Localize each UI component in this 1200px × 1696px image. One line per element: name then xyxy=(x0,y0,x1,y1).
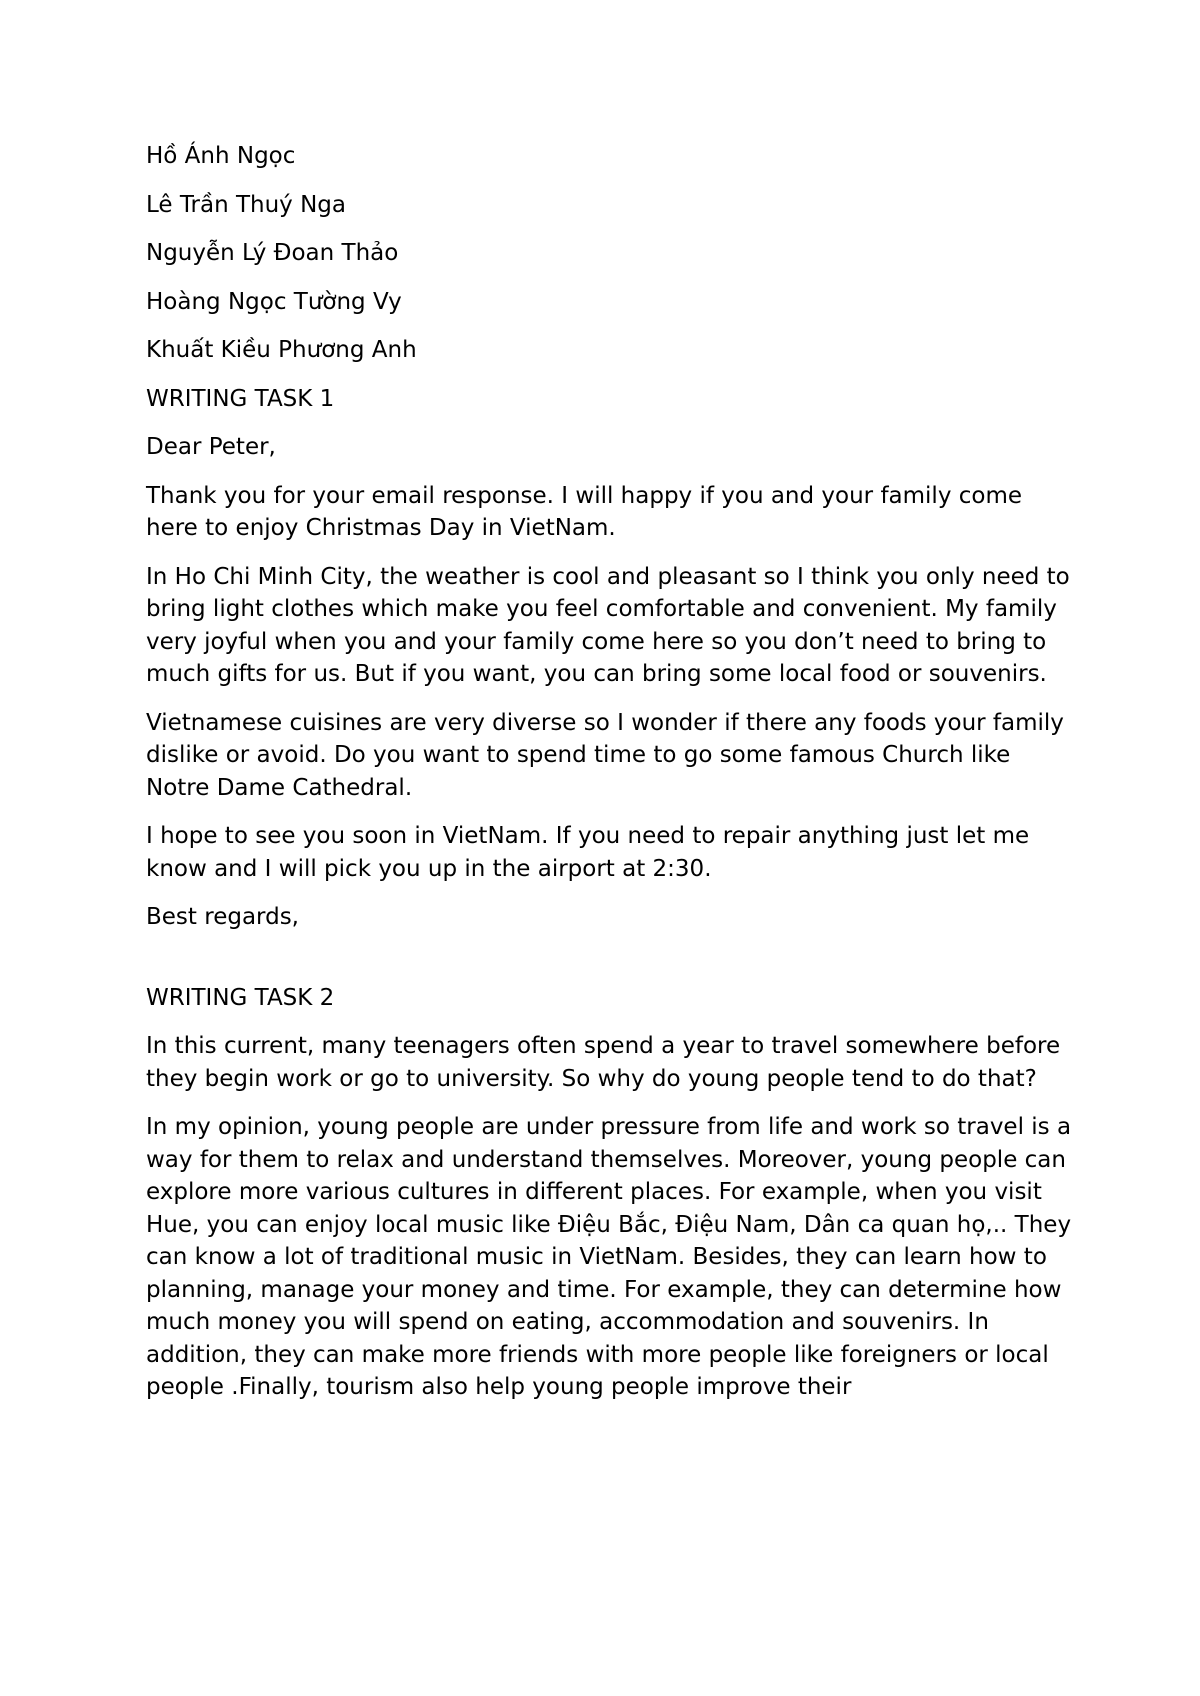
author-name: Lê Trần Thuý Nga xyxy=(146,191,347,218)
task1-paragraph: Vietnamese cuisines are very diverse so I wonder if there any foods your family dislike or avoid. Do you want to spend time to go some famous Church like Notre Dame Cathedral. xyxy=(146,709,1064,801)
author-name: Khuất Kiều Phương Anh xyxy=(146,337,417,363)
document-body xyxy=(146,140,1076,1420)
author-name: Hồ Ánh Ngọc xyxy=(146,143,296,169)
task2-heading: WRITING TASK 2 xyxy=(146,984,335,1011)
task1-heading: WRITING TASK 1 xyxy=(146,385,335,412)
task1-paragraph: Thank you for your email response. I will happy if you and your family come here to enjoy Christmas Day in VietNam. xyxy=(146,482,1023,541)
task2-paragraph: In my opinion, young people are under pressure from life and work so travel is a way for them to relax and understand themselves. Moreover, young people can explore more various cultures in different places. For example, when you visit Hue, you can enjoy local music like Điệu Bắc, Điệu Nam, Dân ca quan họ,.. They can know a lot of traditional music in VietNam. Besides, they can learn how to planning, manage your money and time. For example, they can determine how much money you will spend on eating, accommodation and souvenirs. In addition, they can make more friends with more people like foreigners or local people .Finally, tourism also help young people improve their xyxy=(146,1114,1072,1400)
author-name: Nguyễn Lý Đoan Thảo xyxy=(146,240,399,266)
letter-closing: Best regards, xyxy=(146,904,299,930)
task1-paragraph: In Ho Chi Minh City, the weather is cool and pleasant so I think you only need to bring light clothes which make you feel comfortable and convenient. My family very joyful when you and your family come here so you don’t need to bring to much gifts for us. But if you want, you can bring some local food or souvenirs. xyxy=(146,563,1070,687)
task1-paragraph: I hope to see you soon in VietNam. If you need to repair anything just let me know and I will pick you up in the airport at 2:30. xyxy=(146,823,1030,882)
letter-greeting: Dear Peter, xyxy=(146,434,276,460)
task2-paragraph: In this current, many teenagers often spend a year to travel somewhere before they begin work or go to university. So why do young people tend to do that? xyxy=(146,1033,1061,1092)
blank-line xyxy=(146,950,1076,982)
author-name: Hoàng Ngọc Tường Vy xyxy=(146,288,402,315)
